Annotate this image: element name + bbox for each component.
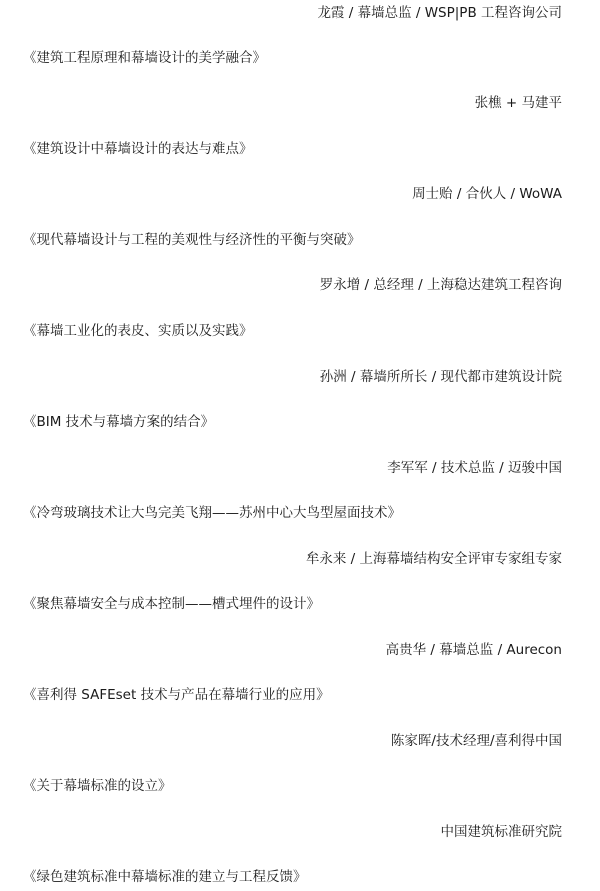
- talk-title: 《冷弯玻璃技术让大鸟完美飞翔——苏州中心大鸟型屋面技术》: [23, 505, 401, 521]
- speaker-line: 高贵华 / 幕墙总监 / Aurecon: [385, 642, 562, 658]
- speaker-line: 罗永增 / 总经理 / 上海稳达建筑工程咨询: [319, 277, 562, 293]
- speaker-line: 孙洲 / 幕墙所所长 / 现代都市建筑设计院: [319, 369, 562, 385]
- talk-title: 《聚焦幕墙安全与成本控制——槽式埋件的设计》: [23, 596, 320, 612]
- talk-title: 《幕墙工业化的表皮、实质以及实践》: [23, 323, 253, 339]
- talk-title: 《现代幕墙设计与工程的美观性与经济性的平衡与突破》: [23, 232, 361, 248]
- speaker-line: 中国建筑标准研究院: [440, 824, 562, 840]
- speaker-line: 周士贻 / 合伙人 / WoWA: [412, 186, 562, 202]
- talk-title: 《绿色建筑标准中幕墙标准的建立与工程反馈》: [23, 869, 307, 885]
- talk-title: 《建筑工程原理和幕墙设计的美学融合》: [23, 50, 266, 66]
- talk-title: 《建筑设计中幕墙设计的表达与难点》: [23, 141, 253, 157]
- speaker-line: 陈家晖/技术经理/喜利得中国: [390, 733, 562, 749]
- talk-title: 《喜利得 SAFEset 技术与产品在幕墙行业的应用》: [23, 687, 330, 703]
- speaker-line: 张樵 + 马建平: [474, 95, 562, 111]
- talk-title: 《BIM 技术与幕墙方案的结合》: [23, 414, 215, 430]
- speaker-line: 牟永来 / 上海幕墙结构安全评审专家组专家: [305, 551, 562, 567]
- speaker-line: 龙霞 / 幕墙总监 / WSP|PB 工程咨询公司: [317, 5, 562, 21]
- talk-title: 《关于幕墙标准的设立》: [23, 778, 172, 794]
- speaker-line: 李军军 / 技术总监 / 迈骏中国: [387, 460, 562, 476]
